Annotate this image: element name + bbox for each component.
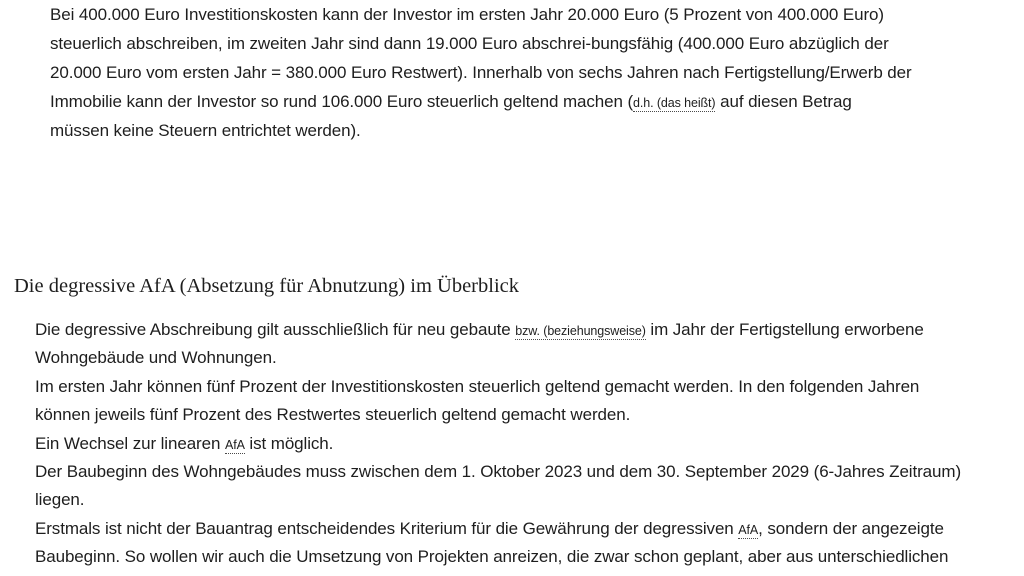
text-segment: auf diesen Betrag — [715, 92, 852, 111]
text-segment: Im ersten Jahr können fünf Prozent der Investitionskosten steuerlich geltend gemacht werden. In den folgenden Jahren — [35, 376, 920, 396]
text-segment: , sondern der angezeigte — [758, 518, 944, 538]
text-segment: Baubeginn. So wollen wir auch die Umsetzung von Projekten anreizen, die zwar schon geplant, aber aus unterschiedlichen — [35, 547, 949, 567]
text-segment: steuerlich abschreiben, im zweiten Jahr sind dann 19.000 Euro abschrei-bungsfähig (400.000 Euro abzüglich der — [50, 34, 889, 53]
text-segment: müssen keine Steuern entrichtet werden). — [50, 121, 361, 140]
text-line — [35, 316, 961, 344]
text-segment: Die degressive Abschreibung gilt ausschließlich für neu gebaute — [35, 320, 516, 339]
text-segment: ist möglich. — [244, 433, 334, 453]
text-segment: Der Baubeginn des Wohngebäudes muss zwischen dem 1. Oktober 2023 und dem 30. September 2029 (6-Jahres Zeitraum) — [35, 461, 962, 481]
text-segment: können jeweils fünf Prozent des Restwertes steuerlich geltend gemacht werden. — [35, 405, 631, 425]
text-line — [50, 87, 912, 116]
abbreviation-term: AfA — [224, 437, 245, 452]
text-segment: 20.000 Euro vom ersten Jahr = 380.000 Euro Restwert). Innerhalb von sechs Jahren nach Fertigstellung/Erwerb der — [50, 63, 912, 82]
text-line — [50, 116, 912, 145]
abbreviation-term: AfA — [738, 522, 759, 537]
overview-paragraphs — [35, 316, 961, 572]
text-segment: liegen. — [35, 490, 85, 510]
text-line — [35, 373, 961, 401]
text-line — [35, 486, 961, 514]
text-line — [50, 29, 912, 58]
text-line — [35, 543, 961, 571]
text-segment: Ein Wechsel zur linearen — [35, 433, 225, 453]
section-heading: Die degressive AfA (Absetzung für Abnutzung) im Überblick — [14, 275, 519, 297]
text-line — [50, 0, 912, 29]
text-line — [35, 344, 961, 372]
text-line — [35, 458, 961, 486]
text-line — [35, 515, 961, 543]
text-line — [35, 430, 961, 458]
text-line — [50, 58, 912, 87]
text-line — [35, 401, 961, 429]
text-segment: Wohngebäude und Wohnungen. — [35, 348, 277, 368]
text-segment: Erstmals ist nicht der Bauantrag entscheidendes Kriterium für die Gewährung der degressiven — [35, 518, 739, 538]
intro-paragraph — [50, 0, 912, 145]
text-segment: Bei 400.000 Euro Investitionskosten kann der Investor im ersten Jahr 20.000 Euro (5 Prozent von 400.000 Euro) — [50, 5, 884, 24]
text-segment: im Jahr der Fertigstellung erworbene — [645, 320, 924, 339]
text-segment: Immobilie kann der Investor so rund 106.000 Euro steuerlich geltend machen ( — [50, 92, 634, 111]
abbreviation-term: d.h. (das heißt) — [633, 96, 716, 110]
abbreviation-term: bzw. (beziehungsweise) — [515, 324, 646, 338]
